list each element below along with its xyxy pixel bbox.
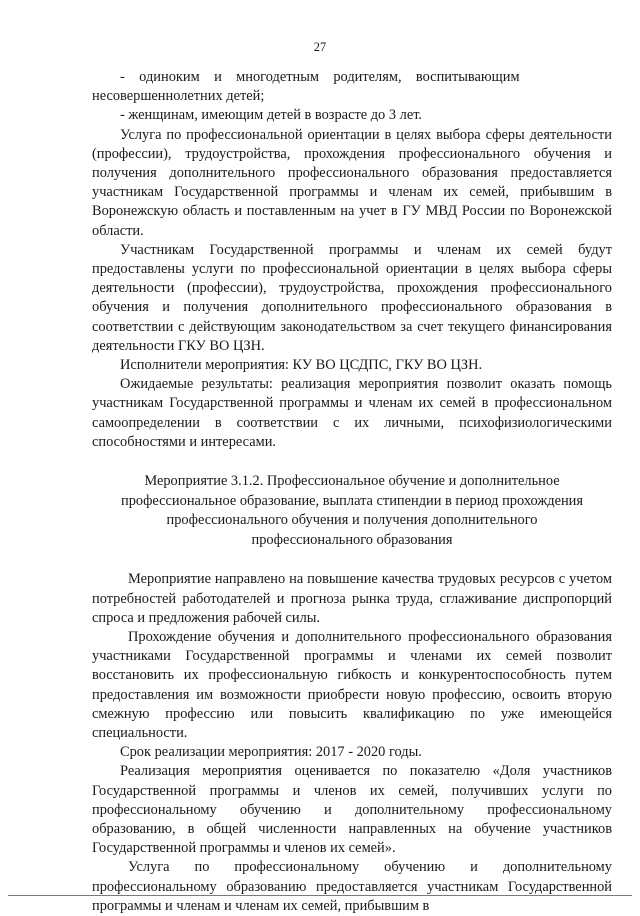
section-heading: Мероприятие 3.1.2. Профессиональное обучение и дополнительное профессиональное образование, выплата стипендии в период прохождения профессионального обучения и получения дополнительного профессионального образования [121, 473, 583, 548]
page-number: 27 [313, 40, 327, 54]
paragraph-training-benefits: Прохождение обучения и дополнительного профессионального образования участниками Государственной программы и членами их семей позволит восстановить их профессиональную гибкость и конкурентоспособность путем предоставления им возможности приобрести новую профессию, освоить вторую смежную профессию или повысить квалификацию по уже имеющейся специальности. [92, 629, 612, 742]
page-bottom-divider [8, 895, 632, 896]
paragraph-indicator: Реализация мероприятия оценивается по показателю «Доля участников Государственной программы и членов их семей, получивших услуги по профессиональному обучению и дополнительному профессиональному образованию, в общей численности направленных на обучение участников Государственной программы и членов их семей». [92, 763, 612, 857]
paragraph-single-parents: - одиноким и многодетным родителям, воспитывающим несовершеннолетних детей; [92, 69, 520, 105]
paragraph-period: Срок реализации мероприятия: 2017 - 2020 годы. [120, 744, 422, 761]
paragraph-orientation-service: Услуга по профессиональной ориентации в целях выбора сферы деятельности (профессии), трудоустройства, прохождения профессионального обучения и получения дополнительного профессионального образования предоставляется участникам Государственной программы и членам их семей, прибывшим в Воронежскую область и поставленным на учет в ГУ МВД России по Воронежской области. [92, 126, 612, 239]
paragraph-participants-services: Участникам Государственной программы и членам их семей будут предоставлены услуги по профессиональной ориентации в целях выбора сферы деятельности (профессии), трудоустройства, прохождения профессионального обучения и получения дополнительного профессионального образования в соответствии с действующим законодательством за счет текущего финансирования деятельности ГКУ ВО ЦЗН. [92, 241, 612, 354]
paragraph-measure-purpose: Мероприятие направлено на повышение качества трудовых ресурсов с учетом потребностей работодателей и прогноза рынка труда, сглаживание диспропорций спроса и предложения рабочей силы. [92, 571, 612, 626]
document-body [92, 68, 612, 916]
paragraph-executors: Исполнители мероприятия: КУ ВО ЦСДПС, ГКУ ВО ЦЗН. [120, 357, 483, 374]
paragraph-expected-results: Ожидаемые результаты: реализация мероприятия позволит оказать помощь участникам Государственной программы и членам их семей в профессиональном самоопределении в соответствии с их личными, психофизиологическими способностями и интересами. [92, 376, 612, 450]
paragraph-service-training: Услуга по профессиональному обучению и дополнительному профессиональному образованию предоставляется участникам Государственной программы и членам и членам их семей, прибывшим в [92, 859, 612, 914]
paragraph-women-children: - женщинам, имеющим детей в возрасте до 3 лет. [120, 107, 423, 124]
